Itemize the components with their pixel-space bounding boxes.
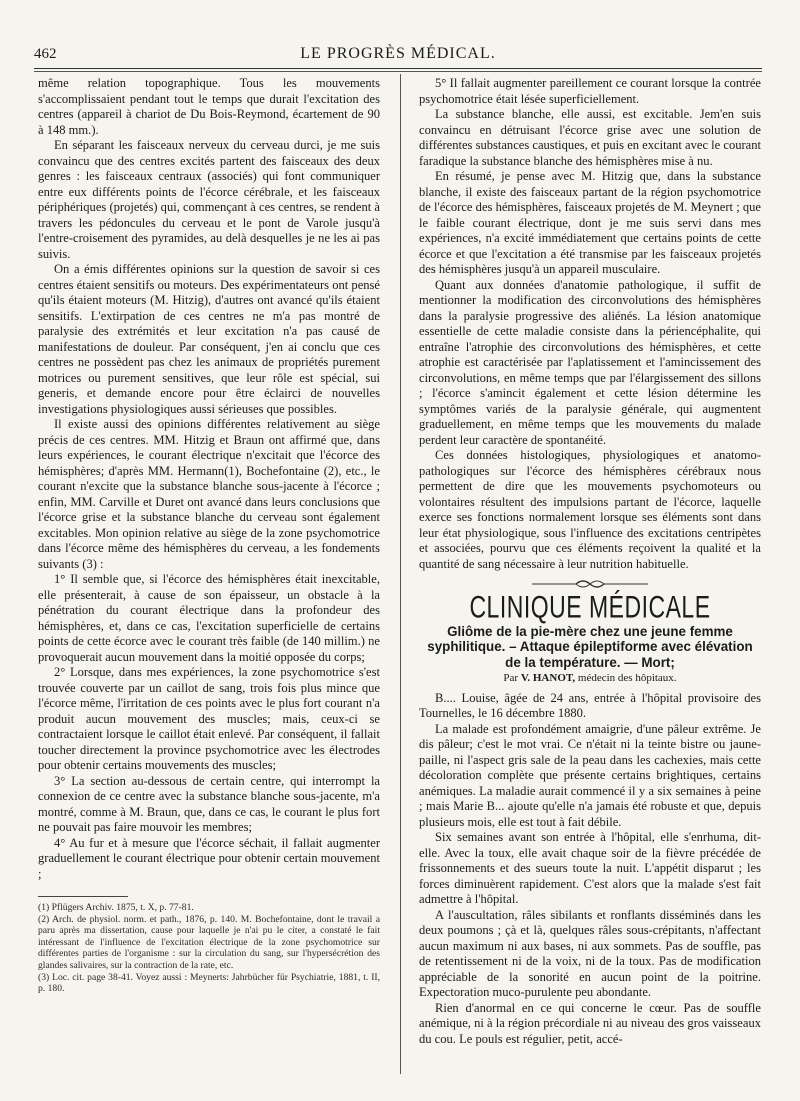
header-rule-thin (34, 71, 762, 72)
paragraph: En résumé, je pense avec M. Hitzig que, dans la substance blanche, il existe des faisceaux partant de la région psychomotrice de l'écorce des hémisphères, faisceaux projetés de M. Meynert ; que le faible courant électrique, dont je me suis servi dans mes expériences, n'a excité immédiatement que certains points de cette écorce et que l'excitation a été transmise par les faisceaux projetés des hémisphères jusqu'à un appareil musculaire. (419, 169, 761, 276)
paragraph: Six semaines avant son entrée à l'hôpital, elle s'enrhuma, dit-elle. Avec la toux, elle avait chaque soir de la fièvre précédée de frissonnements et des sueurs toute la nuit. L'appétit disparut ; les forces diminuèrent rapidement. C'est alors que la malade s'est fait admettre à l'hôpital. (419, 830, 761, 906)
page-number: 462 (34, 46, 57, 62)
footnote: (2) Arch. de physiol. norm. et path., 1876, p. 140. M. Bochefontaine, dont le travail a paru après ma dissertation, cause pour laquelle je n'ai pu le citer, a constaté le fait intéressant de l'influence de l'excitation électrique de la zone psychomotrice sur différentes parties de l'organisme : sur la circulation du sang, sur l'hypersécrétion des glandes salivaires, sur la contraction de la rate, etc. (38, 913, 380, 971)
byline-prefix: Par (503, 672, 519, 684)
paragraph: même relation topographique. Tous les mouvements s'accomplissaient pendant tout le temps que durait l'excitation des centres (appareil à chariot de Du Bois-Reymond, écartement de 90 à 148 mm.). (38, 76, 380, 137)
byline-suffix: médecin des hôpitaux. (577, 672, 677, 684)
page-header (34, 46, 762, 68)
footnote: (1) Pflügers Archiv. 1875, t. X, p. 77-81. (38, 902, 194, 913)
paragraph: A l'auscultation, râles sibilants et ronflants disséminés dans les deux poumons ; çà et là, quelques râles sous-crépitants, n'affectant aucun maximum ni aux bases, ni aux sommets. Pas de souffle, pas de retentissement ni de la voix, ni de la toux. Pas de modification appréciable de la sonorité en aucun point de la poitrine. Expectoration muco-purulente peu abondante. (419, 907, 761, 999)
byline (419, 671, 761, 687)
paragraph: B.... Louise, âgée de 24 ans, entrée à l'hôpital provisoire des Tournelles, le 16 décembre 1880. (419, 690, 761, 720)
paragraph: 4° Au fur et à mesure que l'écorce séchait, il fallait augmenter graduellement le courant électrique pour obtenir certain mouvement ; (38, 835, 380, 881)
paragraph: 1° Il semble que, si l'écorce des hémisphères était inexcitable, elle présenterait, à cause de son épaisseur, un obstacle à la pénétration du courant électrique dans la profondeur des hémisphères, et, dans ce cas, l'excitation superficielle de certains points de cette écorce avec le courant très faible (de 140 millim.) ne provoquerait aucun mouvement dans la moitié opposée du corps; (38, 572, 380, 664)
header-rule (34, 68, 762, 69)
running-title: LE PROGRÈS MÉDICAL. (300, 45, 496, 62)
article-title: Gliôme de la pie-mère chez une jeune femme syphilitique. – Attaque épileptiforme avec élévation de la température. — Mort; (427, 623, 753, 670)
footnotes (38, 902, 380, 995)
byline-author: V. HANOT, (520, 672, 576, 684)
paragraph: Ces données histologiques, physiologiques et anatomo-pathologiques sur l'écorce des hémisphères cérébraux nous permettent de dire que les mouvements psychomoteurs ou volontaires résultent des impulsions partant de l'écorce, laquelle exerce ses fonctions normalement lorsque ses éléments sont dans leur état physiologique, sous l'influence des excitations centripètes et associées, pourvu que ces éléments reçoivent la qualité et la quantité de sang nécessaire à leur nutrition habituelle. (419, 448, 761, 571)
paragraph: Quant aux données d'anatomie pathologique, il suffit de mentionner la modification des circonvolutions des hémisphères dans la paralysie progressive des aliénés. La lésion anatomique essentielle de cette maladie consiste dans la périencéphalite, qui entraîne l'atrophie des circonvolutions des hémisphères, et cette atrophie est caractérisée par l'aplatissement et l'amincissement des circonvolutions, en même temps que par l'élargissement des sillons ; l'écorce s'amincit également et cette lésion détermine les symptômes variés de la paralysie générale, qui augmentent graduellement, en même temps que les mouvements du malade perdent leur caractère de spontanéité. (419, 277, 761, 447)
paragraph: La substance blanche, elle aussi, est excitable. Jem'en suis convaincu en détruisant l'écorce grise avec une solution de différentes substances caustiques, et puis en excitant avec le courant faradique la substance blanche des hémisphères mise à nu. (419, 107, 761, 168)
column-divider (400, 74, 401, 1074)
paragraph: 2° Lorsque, dans mes expériences, la zone psychomotrice s'est trouvée couverte par un caillot de sang, trois fois plus mince que l'écorce même, l'irritation de ces points avec le plus fort courant n'a produit aucun mouvement des muscles; mais, ceux-ci se contractaient lorsque le caillot était enlevé. Par conséquent, il fallait toucher directement la province psychomotrice avec les électrodes pour obtenir certains mouvements des muscles; (38, 665, 380, 772)
footnote-separator (38, 896, 128, 897)
right-column (419, 76, 761, 1047)
paragraph: En séparant les faisceaux nerveux du cerveau durci, je me suis convaincu que des centres excités partent des faisceaux des deux genres : les faisceaux centraux (associés) qui font communiquer entre eux différents points de l'écorce cérébrale, et les faisceaux périphériques (projetés) qui, commençant à ces centres, se rendent à travers les pédoncules du cerveau et le pont de Varole jusqu'à l'entre-croisement des pyramides, au delà desquelles je ne les ai pas suivis. (38, 138, 380, 261)
paragraph: Rien d'anormal en ce qui concerne le cœur. Pas de souffle anémique, ni à la région précordiale ni au niveau des gros vaisseaux du cou. Le pouls est régulier, petit, accé- (419, 1000, 761, 1046)
paragraph: Il existe aussi des opinions différentes relativement au siège précis de ces centres. MM. Hitzig et Braun ont affirmé que, dans leurs expériences, le courant électrique n'excitait que l'écorce des hémisphères; d'après MM. Hermann(1), Bochefontaine (2), etc., le courant n'excite que la substance blanche sous-jacente à l'écorce ; enfin, MM. Carville et Duret ont avancé dans leurs conclusions que l'écorce grise et la substance blanche du cerveau sont également excitables. Mon opinion relative au siège de la zone psychomotrice dans l'écorce même des hémisphères du cerveau, a les fondements suivants (3) : (38, 417, 380, 571)
paragraph: La malade est profondément amaigrie, d'une pâleur extrême. Je dis pâleur; c'est le mot vrai. Ce n'était ni la teinte bistre ou jaune-paille, ni l'aspect gris sale de la peau dans les cachexies, mais cette décoloration complète que présente certains brightiques, certains anémiques. La maladie aurait commencé il y a six semaines à peine ; mais Marie B... ajoute qu'elle n'a jamais été robuste et que, depuis plusieurs mois, elle est tout à fait débile. (419, 721, 761, 829)
paragraph: On a émis différentes opinions sur la question de savoir si ces centres étaient sensitifs ou moteurs. Des expérimentateurs ont pensé qu'ils étaient moteurs (M. Hitzig), d'autres ont avancé qu'ils étaient sensitifs. L'extirpation de ces centres ne m'a pas montré de paralysie des extrémités et leur excitation n'a pas causé de manifestations de douleur. Par conséquent, j'en ai conclu que ces centres ne possèdent pas chez les animaux de propriétés purement motrices ou purement sensitives, que leur rôle est spécial, sui generis, et demande encore pour être éclairci de nouvelles investigations physiologiques aussi sérieuses que possibles. (38, 262, 380, 416)
left-column (38, 76, 380, 995)
paragraph: 5° Il fallait augmenter pareillement ce courant lorsque la contrée psychomotrice était lésée superficiellement. (419, 76, 761, 106)
footnote: (3) Loc. cit. page 38-41. Voyez aussi : Meynerts: Jahrbücher für Psychiatrie, 1881, t. II, p. 180. (38, 971, 380, 995)
section-heading: CLINIQUE MÉDICALE (469, 589, 711, 625)
paragraph: 3° La section au-dessous de certain centre, qui interrompt la connexion de ce centre avec la substance blanche sous-jacente, m'a montré, comme à M. Braun, que, dans ce cas, le courant le plus fort ne pouvait pas faire mouvoir les membres; (38, 773, 380, 834)
